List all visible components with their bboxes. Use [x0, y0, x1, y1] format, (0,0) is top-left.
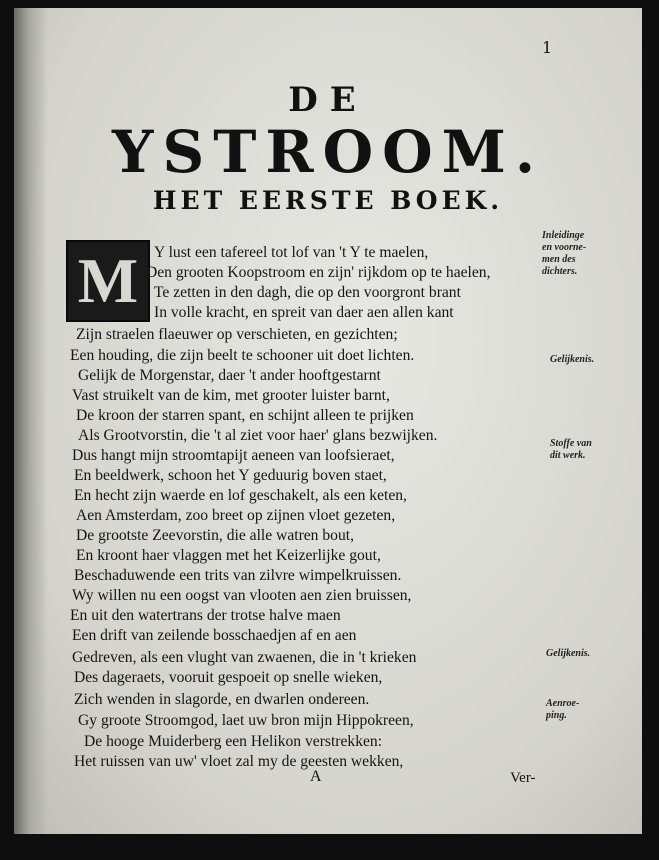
verse-line: Als Grootvorstin, die 't al ziet voor haer' glans bezwijken.: [78, 427, 438, 444]
verse-line: Dus hangt mijn stroomtapijt aeneen van loofsieraet,: [72, 447, 395, 464]
verse-line: Gedreven, als een vlught van zwaenen, die in 't krieken: [72, 649, 417, 666]
book-page: [14, 8, 642, 834]
verse-line: In volle kracht, en spreit van daer aen allen kant: [154, 304, 454, 321]
page-number: 1: [542, 38, 553, 57]
margin-note-line: Gelijkenis.: [546, 648, 591, 659]
verse-line: Te zetten in den dagh, die op den voorgront brant: [154, 284, 461, 301]
verse-line: Een houding, die zijn beelt te schooner uit doet lichten.: [70, 347, 415, 364]
verse-line: De kroon der starren spant, en schijnt alleen te prijken: [76, 407, 414, 424]
margin-note-line: Aenroe-: [546, 698, 580, 709]
margin-note: [546, 648, 590, 660]
verse-line: Het ruissen van uw' vloet zal my de geesten wekken,: [74, 753, 404, 770]
margin-note-line: en voorne-: [542, 242, 587, 253]
margin-note-line: men des: [542, 254, 576, 265]
verse-line: En uit den watertrans der trotse halve maen: [70, 607, 341, 624]
margin-note-line: dit werk.: [550, 450, 586, 461]
verse-line: Den grooten Koopstroom en zijn' rijkdom op te haelen,: [146, 264, 491, 281]
verse-line: Gelijk de Morgenstar, daer 't ander hooftgestarnt: [78, 367, 381, 384]
verse-line: En hecht zijn waerde en lof geschakelt, als een keten,: [74, 487, 407, 504]
verse-line: Gy groote Stroomgod, laet uw bron mijn Hippokreen,: [78, 712, 414, 729]
margin-note-line: Stoffe van: [550, 438, 592, 449]
verse-line: De grootste Zeevorstin, die alle watren bout,: [76, 527, 354, 544]
verse-line: De hooge Muiderberg een Helikon verstrekken:: [84, 733, 383, 750]
title-de: DE: [288, 80, 368, 120]
margin-note-line: dichters.: [542, 266, 578, 277]
verse-line: Zijn straelen flaeuwer op verschieten, en gezichten;: [76, 326, 398, 343]
initial-letter: M: [77, 245, 139, 316]
decorated-initial: [66, 240, 150, 322]
verse-line: En kroont haer vlaggen met het Keizerlijke gout,: [76, 547, 381, 564]
verse-line: Vast struikelt van de kim, met grooter luister barnt,: [72, 387, 390, 404]
margin-note: [550, 438, 592, 462]
verse-line: Y lust een tafereel tot lof van 't Y te maelen,: [154, 244, 429, 261]
verse-line: Een drift van zeilende bosschaedjen af en aen: [72, 627, 357, 644]
margin-note-line: Gelijkenis.: [550, 354, 595, 365]
verse-line: Zich wenden in slagorde, en dwarlen ondereen.: [74, 691, 370, 708]
margin-note: [542, 230, 586, 278]
signature-mark: A: [310, 768, 322, 785]
verse-line: En beeldwerk, schoon het Y geduurig boven staet,: [74, 467, 387, 484]
margin-note-line: Inleidinge: [542, 230, 585, 241]
margin-note-line: ping.: [546, 710, 567, 721]
verse-line: Beschaduwende een trits van zilvre wimpelkruissen.: [74, 567, 402, 584]
verse-line: Des dageraets, vooruit gespoeit op snelle wieken,: [74, 669, 383, 686]
margin-note: [550, 354, 594, 366]
book-subtitle: HET EERSTE BOEK.: [152, 186, 504, 215]
verse-line: Wy willen nu een oogst van vlooten aen zien bruissen,: [72, 587, 412, 604]
page-title: YSTROOM.: [111, 118, 545, 186]
verse-line: Aen Amsterdam, zoo breet op zijnen vloet gezeten,: [76, 507, 396, 524]
catchword: Ver-: [510, 770, 536, 786]
margin-note: [546, 698, 579, 722]
